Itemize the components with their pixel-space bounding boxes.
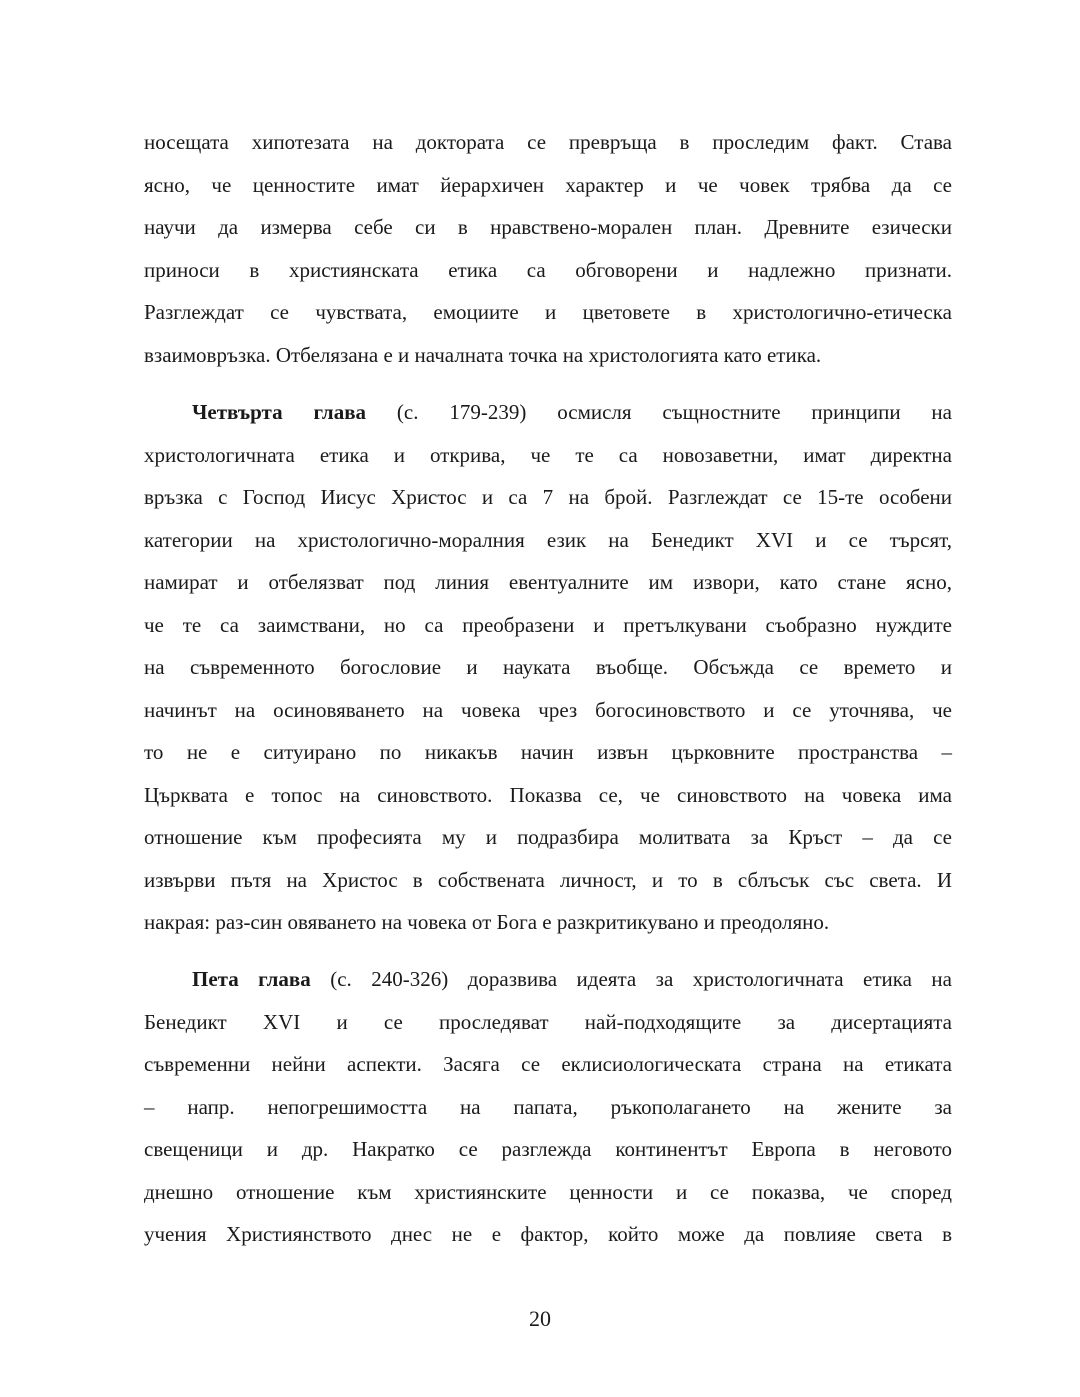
text-line: че те са заимствани, но са преобразени и претълкувани съобразно нуждите <box>144 612 952 637</box>
text-line: носещата хипотезата на доктората се превръща в проследим факт. Става <box>144 130 952 154</box>
paragraph-2 <box>144 391 952 944</box>
paragraph-3 <box>144 958 952 1256</box>
chapter-heading-fourth: Четвърта глава <box>192 400 367 424</box>
text-line: днешно отношение към християнските ценности и се показва, че според <box>144 1179 952 1204</box>
text-line: накрая: раз-син овяването на човека от Бога е разкритикувано и преодоляно. <box>144 910 830 934</box>
text-line: Църквата е топос на синовството. Показва се, че синовството на човека има <box>144 782 952 807</box>
text-line: начинът на осиновяването на човека чрез богосиновството и се уточнява, че <box>144 697 952 722</box>
paragraph-first-line <box>144 391 952 434</box>
text-fragment: (с. 240-326) доразвива идеята за христологичната етика на <box>310 967 952 991</box>
text-line: христологичната етика и открива, че те са новозаветни, имат директна <box>144 442 952 467</box>
page-number: 20 <box>529 1306 551 1331</box>
text-line: учения Християнството днес не е фактор, който може да повлияе света в <box>144 1222 952 1246</box>
text-line: Бенедикт XVI и се проследяват най-подходящите за дисертацията <box>144 1009 952 1034</box>
text-line: научи да измерва себе си в нравствено-морален план. Древните езически <box>144 215 952 239</box>
text-line: то не е ситуирано по никакъв начин извън църковните пространства – <box>144 740 952 764</box>
text-line: – напр. непогрешимостта на папата, ръкополагането на жените за <box>144 1094 952 1119</box>
text-line: свещеници и др. Накратко се разглежда континентът Европа в неговото <box>144 1137 952 1161</box>
text-line: приноси в християнската етика са обговорени и надлежно признати. <box>144 257 952 282</box>
text-line: намират и отбелязват под линия евентуалните им извори, като стане ясно, <box>144 570 952 594</box>
text-line: взаимовръзка. Отбелязана е и началната точка на христологията като етика. <box>144 342 822 367</box>
text-line: връзка с Господ Иисус Христос и са 7 на брой. Разглеждат се 15-те особени <box>144 485 952 509</box>
text-line: на съвременното богословие и науката въобще. Обсъжда се времето и <box>144 655 952 679</box>
paragraph-first-line <box>144 958 952 1001</box>
text-line: извърви пътя на Христос в собствената личност, и то в сблъсък със света. И <box>144 867 952 892</box>
text-line: категории на христологично-моралния език на Бенедикт XVI и се търсят, <box>144 527 952 552</box>
text-fragment: (с. 179-239) осмисля същностните принципи на <box>366 400 952 424</box>
text-line: ясно, че ценностите имат йерархичен характер и че човек трябва да се <box>144 172 952 197</box>
text-line: съвременни нейни аспекти. Засяга се еклисиологическата страна на етиката <box>144 1052 952 1076</box>
text-line: отношение към професията му и подразбира молитвата за Кръст – да се <box>144 825 952 849</box>
chapter-heading-fifth: Пета глава <box>192 967 311 991</box>
paragraph-1 <box>144 121 952 376</box>
text-line: Разглеждат се чувствата, емоциите и цветовете в христологично-етическа <box>144 300 952 324</box>
